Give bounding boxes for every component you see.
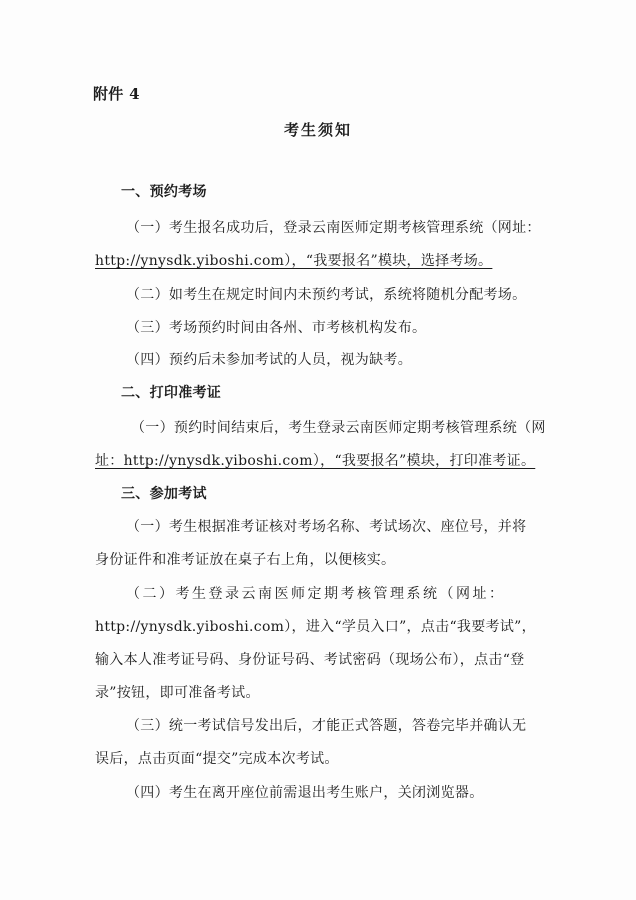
- attachment-label: 附件 4: [93, 85, 140, 103]
- section-heading-2: 二、打印准考证: [121, 385, 222, 401]
- s1-p4: （四）预约后未参加考试的人员，视为缺考。: [126, 352, 412, 368]
- s1-p2: （二）如考生在规定时间内未预约考试，系统将随机分配考场。: [126, 287, 527, 303]
- s3-p2-line1: （二）考生登录云南医师定期考核管理系统（网址：: [126, 586, 506, 602]
- s2-p1-line1: （一）预约时间结束后，考生登录云南医师定期考核管理系统（网: [131, 420, 546, 436]
- s2-p1-line2: 址：http://ynysdk.yiboshi.com），“我要报名”模块，打印准考证。: [95, 453, 536, 469]
- section-heading-3: 三、参加考试: [121, 486, 207, 502]
- s3-p1-line1: （一）考生根据准考证核对考场名称、考试场次、座位号，并将: [126, 519, 527, 535]
- s3-p1-line2: 身份证件和准考证放在桌子右上角，以便核实。: [95, 552, 396, 568]
- s3-p2-line3: 输入本人准考证号码、身份证号码、考试密码（现场公布），点击“登: [95, 652, 525, 668]
- s3-p2-line2: http://ynysdk.yiboshi.com），进入“学员入口”，点击“我要考试”，: [95, 619, 536, 635]
- s1-p3: （三）考场预约时间由各州、市考核机构发布。: [126, 320, 427, 336]
- page-title: 考生须知: [283, 121, 352, 139]
- s1-p1-line1: （一）考生报名成功后，登录云南医师定期考核管理系统（网址：: [126, 220, 541, 236]
- s3-p4: （四）考生在离开座位前需退出考生账户，关闭浏览器。: [126, 785, 484, 801]
- s3-p3-line2: 误后，点击页面“提交”完成本次考试。: [95, 751, 339, 767]
- s3-p2-line4: 录”按钮，即可准备考试。: [95, 685, 260, 701]
- s1-p1-line2: http://ynysdk.yiboshi.com），“我要报名”模块，选择考场。: [95, 253, 493, 269]
- s3-p3-line1: （三）统一考试信号发出后，才能正式答题，答卷完毕并确认无: [126, 718, 527, 734]
- section-heading-1: 一、预约考场: [121, 184, 207, 200]
